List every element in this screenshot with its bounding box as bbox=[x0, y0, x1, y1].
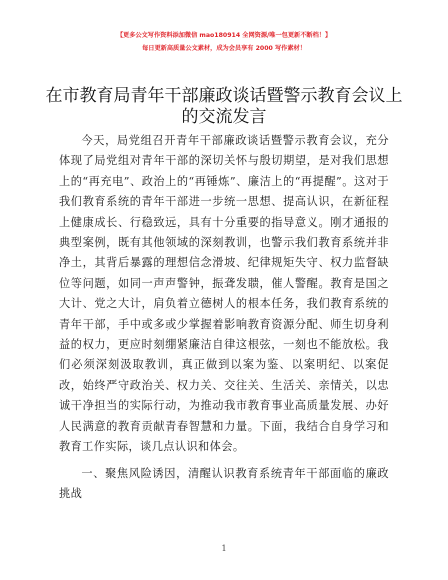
promo-banner-line-2: 每日更新高质量公文素材，成为会员享有 2000 写作素材！ bbox=[142, 45, 306, 52]
page-number: 1 bbox=[221, 544, 227, 553]
document-body bbox=[59, 131, 389, 504]
body-paragraph: 今天，局党组召开青年干部廉政谈话暨警示教育会议，充分体现了局党组对青年干部的深切关怀与殷切期望，是对我们思想上的“再充电”、政治上的“再锤炼”、廉洁上的“再提醒”。这对于我们教育系统的青年干部进一步统一思想、提高认识，在新征程上健康成长、行稳致远，具有十分重要的指导意义。刚才通报的典型案例，既有其他领域的深刻教训，也警示我们教育系统并非净土，其背后暴露的理想信念滑坡、纪律规矩失守、权力监督缺位等问题，如同一声声警钟，振聋发聩，催人警醒。教育是国之大计、党之大计，肩负着立德树人的根本任务，我们教育系统的青年干部，手中或多或少掌握着影响教育资源分配、师生切身利益的权力，更应时刻绷紧廉洁自律这根弦，一刻也不能放松。我们必须深刻汲取教训，真正做到以案为鉴、以案明纪、以案促改，始终严守政治关、权力关、交往关、生活关、亲情关，以忠诚干净担当的实际行动，为推动我市教育事业高质量发展、办好人民满意的教育贡献青春智慧和力量。下面，我结合自身学习和教育工作实际，谈几点认识和体会。 bbox=[59, 134, 389, 454]
section-heading: 一、聚焦风险诱因，清醒认识教育系统青年干部面临的廉政挑战 bbox=[59, 466, 389, 500]
promo-banner-line-1: 【更多公文写作资料添加微信 mao180914 全网资源/唯一包更新不断档！】 bbox=[116, 32, 332, 39]
document-title: 在市教育局青年干部廉政谈话暨警示教育会议上的交流发言 bbox=[45, 86, 403, 127]
